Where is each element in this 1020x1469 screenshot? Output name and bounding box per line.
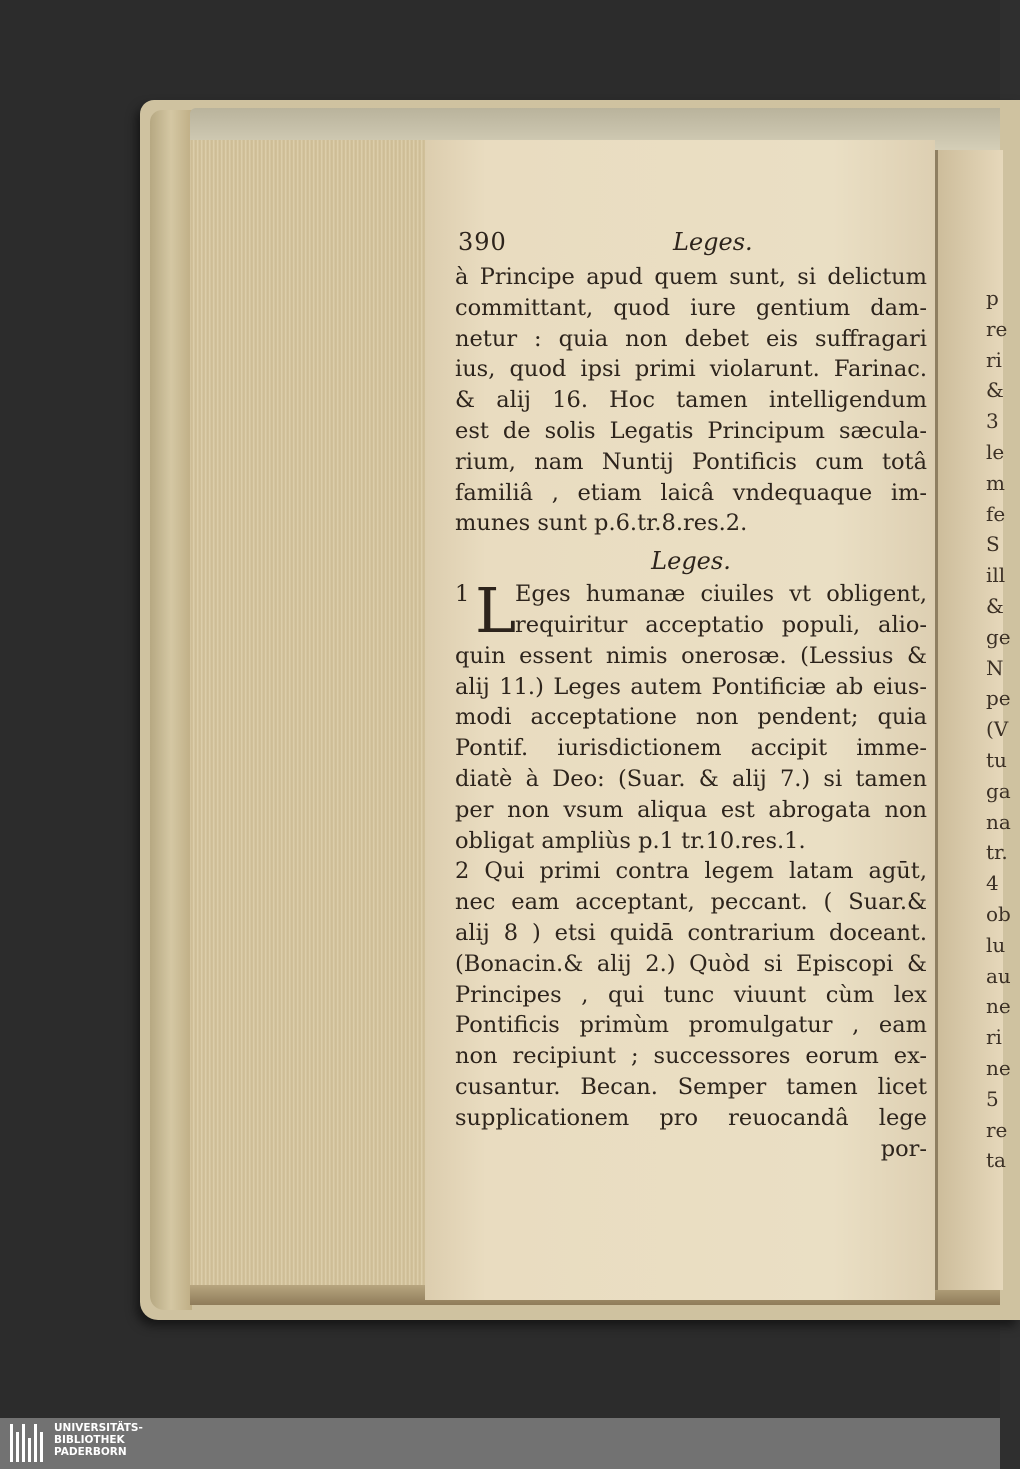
text-line: alij 11.) Leges autem Pontificiæ ab eius- bbox=[455, 673, 927, 700]
text-line: Pontif. iurisdictionem accipit imme- bbox=[455, 735, 927, 762]
book-spine bbox=[150, 110, 192, 1310]
next-page-fragment: N bbox=[986, 655, 1004, 680]
next-page-fragment: au bbox=[986, 963, 1011, 988]
next-page-fragment: ill bbox=[986, 563, 1006, 588]
text-line: & alij 16. Hoc tamen intelligendum bbox=[455, 387, 927, 414]
text-line: rium, nam Nuntij Pontificis cum totâ bbox=[455, 448, 927, 475]
catchword: por- bbox=[880, 1135, 927, 1162]
next-page-fragment: m bbox=[986, 470, 1005, 495]
text-line-content: requiritur acceptatio populi, alio- bbox=[515, 611, 927, 638]
text-line bbox=[455, 610, 927, 641]
text-line: nec eam acceptant, peccant. ( Suar.& bbox=[455, 889, 927, 916]
next-page-fragment: lu bbox=[986, 932, 1006, 957]
text-line: quin essent nimis onerosæ. (Lessius & bbox=[455, 642, 927, 669]
next-page-fragment: re bbox=[986, 316, 1008, 341]
next-page-fragment: 3 bbox=[986, 409, 999, 434]
next-page-fragment: le bbox=[986, 440, 1005, 464]
next-page-fragment: tu bbox=[986, 748, 1007, 772]
next-page-fragment: 5 bbox=[986, 1086, 999, 1111]
next-page-fragment: ne bbox=[986, 1056, 1011, 1080]
text-line: (Bonacin.& alij 2.) Quòd si Episcopi & bbox=[455, 950, 927, 977]
page-header bbox=[455, 228, 927, 262]
text-line: non recipiunt ; successores eorum ex- bbox=[455, 1043, 927, 1070]
logo-line-1: UNIVERSITÄTS- bbox=[54, 1422, 143, 1434]
running-head: Leges. bbox=[673, 228, 753, 256]
page-text bbox=[455, 228, 927, 1164]
text-line: munes sunt p.6.tr.8.res.2. bbox=[455, 510, 748, 537]
text-line-content: Eges humanæ ciuiles vt obligent, bbox=[515, 581, 927, 608]
next-page-fragment: (V bbox=[986, 717, 1009, 742]
paragraph-1-body bbox=[455, 641, 927, 857]
next-page-fragment: ge bbox=[986, 624, 1011, 649]
paragraph-number: 1 bbox=[455, 581, 470, 608]
paragraph-top bbox=[455, 262, 927, 539]
right-page-fragment bbox=[935, 150, 1011, 1290]
text-line: per non vsum aliqua est abrogata non bbox=[455, 796, 927, 823]
library-footer bbox=[0, 1418, 1000, 1469]
section-title: Leges. bbox=[651, 547, 731, 576]
library-logo-text bbox=[54, 1422, 143, 1458]
next-page-fragment: tr. bbox=[986, 840, 1008, 865]
text-line: Principes , qui tunc viuunt cùm lex bbox=[455, 981, 927, 1008]
next-page-fragment: ri bbox=[986, 1025, 1002, 1050]
text-line: obligat ampliùs p.1 tr.10.res.1. bbox=[455, 827, 806, 854]
next-page-fragment: p bbox=[986, 286, 999, 310]
library-logo-icon bbox=[10, 1424, 46, 1462]
text-line: familiâ , etiam laicâ vndequaque im- bbox=[455, 479, 927, 506]
text-line bbox=[455, 579, 927, 610]
next-page-fragment: S bbox=[986, 532, 1000, 557]
text-line: cusantur. Becan. Semper tamen licet bbox=[455, 1073, 927, 1100]
text-line: Pontificis primùm promulgatur , eam bbox=[455, 1012, 927, 1039]
logo-line-3: PADERBORN bbox=[54, 1446, 127, 1458]
page-number: 390 bbox=[458, 228, 507, 256]
next-page-fragment: 4 bbox=[986, 871, 999, 896]
text-line: ius, quod ipsi primi violarunt. Farinac. bbox=[455, 356, 927, 383]
next-page-fragment: pe bbox=[986, 686, 1011, 711]
text-line: netur : quia non debet eis suffragari bbox=[455, 325, 927, 352]
text-line: à Principe apud quem sunt, si delictum bbox=[455, 264, 927, 290]
text-line: modi acceptatione non pendent; quia bbox=[455, 704, 927, 731]
paragraph-2 bbox=[455, 856, 927, 1133]
next-page-fragment: na bbox=[986, 809, 1011, 834]
next-page-fragment: & bbox=[986, 378, 1004, 403]
text-line: alij 8 ) etsi quidā contrarium doceant. bbox=[455, 919, 927, 946]
next-page-fragment: ri bbox=[986, 347, 1002, 372]
drop-cap: L bbox=[475, 574, 517, 648]
next-page-fragment: ga bbox=[986, 778, 1011, 803]
logo-line-2: BIBLIOTHEK bbox=[54, 1434, 125, 1446]
text-line: diatè à Deo: (Suar. & alij 7.) si tamen bbox=[455, 765, 927, 792]
next-page-fragment: & bbox=[986, 594, 1004, 618]
next-page-fragment: ta bbox=[986, 1148, 1006, 1173]
text-line: committant, quod iure gentium dam- bbox=[455, 294, 927, 321]
next-page-fragment: re bbox=[986, 1117, 1008, 1142]
paragraph-1-opening bbox=[455, 574, 927, 648]
text-line: 2 Qui primi contra legem latam agūt, bbox=[455, 858, 927, 885]
page-block-edges bbox=[190, 140, 427, 1290]
next-page-fragment: ne bbox=[986, 994, 1011, 1019]
next-page-fragment: fe bbox=[986, 501, 1006, 526]
text-line: est de solis Legatis Principum sæcula- bbox=[455, 417, 927, 444]
next-page-fragment: ob bbox=[986, 902, 1011, 926]
text-line: supplicationem pro reuocandâ lege bbox=[455, 1104, 927, 1131]
